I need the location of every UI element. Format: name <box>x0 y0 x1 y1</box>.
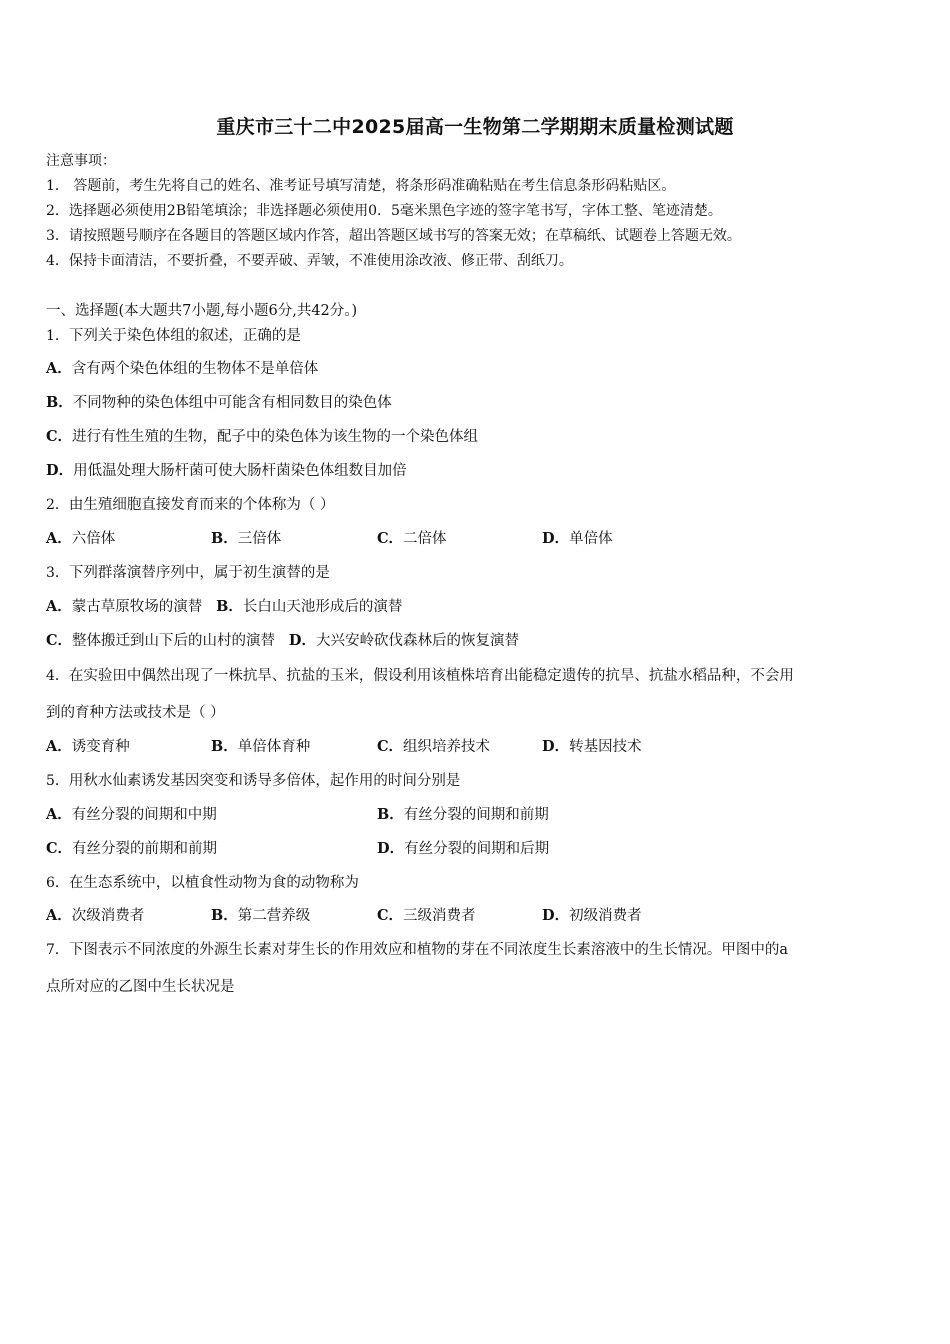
option-letter: B． <box>211 530 238 547</box>
option-text: 有丝分裂的间期和后期 <box>404 841 550 857</box>
option-text: 用低温处理大肠杆菌可使大肠杆菌染色体组数目加倍 <box>73 463 407 479</box>
question-stem <box>46 940 788 960</box>
option-letter: B． <box>216 598 243 615</box>
question-stem <box>46 563 330 583</box>
option-text: 转基因技术 <box>569 739 642 755</box>
option-text: 含有两个染色体组的生物体不是单倍体 <box>71 361 319 377</box>
option-letter: C． <box>377 738 404 755</box>
option-b <box>211 529 281 549</box>
option-letter: C． <box>46 428 73 445</box>
option-row <box>46 805 916 825</box>
option-c <box>377 737 490 757</box>
question-number: 6． <box>46 875 69 891</box>
question-text: 在生态系统中，以植食性动物为食的动物称为 <box>68 875 359 891</box>
option-letter: B． <box>211 738 238 755</box>
option-c <box>377 529 447 549</box>
option-c <box>46 839 217 859</box>
option-b <box>216 599 402 615</box>
question-text: 在实验田中偶然出现了一株抗旱、抗盐的玉米，假设利用该植株培育出能稳定遗传的抗旱、抗盐水稻品种，不会用 <box>68 668 794 684</box>
option-d <box>542 906 642 926</box>
option-letter: D． <box>542 738 570 755</box>
option-text: 进行有性生殖的生物，配子中的染色体为该生物的一个染色体组 <box>72 429 479 445</box>
option-text: 整体搬迁到山下后的山村的演替 <box>72 633 276 649</box>
section-heading: 一、选择题(本大题共7小题,每小题6分,共42分。) <box>46 303 358 319</box>
option-letter: D． <box>288 632 316 649</box>
option-text: 三倍体 <box>237 531 282 547</box>
option-text: 第二营养级 <box>237 908 311 924</box>
option-text: 长白山天池形成后的演替 <box>242 599 403 615</box>
option-text: 不同物种的染色体组中可能含有相同数目的染色体 <box>72 395 392 411</box>
option-row <box>46 737 916 757</box>
question-stem <box>46 666 794 686</box>
option-letter: D． <box>46 462 74 479</box>
option-letter: D． <box>542 530 570 547</box>
option-text: 初级消费者 <box>569 908 642 924</box>
option-c <box>46 633 275 649</box>
notice-item: 3．请按照题号顺序在各题目的答题区域内作答，超出答题区域书写的答案无效；在草稿纸、试题卷上答题无效。 <box>46 228 741 244</box>
question-number: 5． <box>46 773 69 789</box>
question-stem <box>46 771 460 791</box>
option-letter: C． <box>46 632 73 649</box>
notice-item: 1． 答题前，考生先将自己的姓名、准考证号填写清楚，将条形码准确粘贴在考生信息条形码粘贴区。 <box>46 178 676 194</box>
option-a <box>46 805 217 825</box>
option-text: 蒙古草原牧场的演替 <box>71 599 203 615</box>
option-d <box>46 461 407 481</box>
option-letter: A． <box>46 738 72 755</box>
notice-item: 2．选择题必须使用2B铅笔填涂；非选择题必须使用0．5毫米黑色字迹的签字笔书写，字体工整、笔迹清楚。 <box>46 203 722 219</box>
question-number: 2． <box>46 497 69 513</box>
option-text: 诱变育种 <box>71 739 130 755</box>
option-a <box>46 599 202 615</box>
question-text: 用秋水仙素诱发基因突变和诱导多倍体，起作用的时间分别是 <box>68 773 461 789</box>
option-letter: C． <box>377 530 404 547</box>
option-text: 次级消费者 <box>71 908 145 924</box>
option-letter: D． <box>377 840 405 857</box>
option-c <box>377 906 476 926</box>
question-text: 由生殖细胞直接发育而来的个体称为（ ） <box>68 497 335 513</box>
notice-item: 4．保持卡面清洁，不要折叠，不要弄破、弄皱，不准使用涂改液、修正带、刮纸刀。 <box>46 253 573 269</box>
option-b <box>211 737 310 757</box>
option-row <box>46 631 519 651</box>
option-letter: A． <box>46 530 72 547</box>
option-text: 有丝分裂的前期和前期 <box>72 841 218 857</box>
option-a <box>46 906 144 926</box>
option-d <box>289 633 519 649</box>
option-letter: C． <box>377 907 404 924</box>
option-a <box>46 359 318 379</box>
option-letter: B． <box>211 907 238 924</box>
option-text: 组织培养技术 <box>403 739 491 755</box>
option-text: 单倍体 <box>569 531 613 547</box>
option-a <box>46 529 115 549</box>
option-letter: A． <box>46 907 72 924</box>
option-b <box>377 805 549 825</box>
option-letter: C． <box>46 840 73 857</box>
option-row <box>46 529 916 549</box>
option-letter: B． <box>377 806 404 823</box>
question-number: 1． <box>46 328 69 344</box>
option-row <box>46 597 402 617</box>
option-d <box>542 529 613 549</box>
option-text: 大兴安岭砍伐森林后的恢复演替 <box>315 633 519 649</box>
option-text: 三级消费者 <box>403 908 476 924</box>
option-text: 有丝分裂的间期和中期 <box>71 807 217 823</box>
question-stem-continued: 点所对应的乙图中生长状况是 <box>46 979 235 995</box>
option-d <box>542 737 642 757</box>
option-text: 二倍体 <box>403 531 447 547</box>
option-d <box>377 839 549 859</box>
option-c <box>46 427 478 447</box>
page-title: 重庆市三十二中2025届高一生物第二学期期末质量检测试题 <box>216 116 734 138</box>
option-text: 有丝分裂的间期和前期 <box>403 807 549 823</box>
option-b <box>46 393 392 413</box>
option-letter: A． <box>46 360 72 377</box>
question-stem <box>46 326 301 346</box>
question-stem <box>46 495 335 515</box>
option-letter: A． <box>46 806 72 823</box>
question-number: 3． <box>46 565 69 581</box>
question-number: 4． <box>46 668 69 684</box>
question-stem-continued: 到的育种方法或技术是（ ） <box>46 705 225 721</box>
option-text: 单倍体育种 <box>237 739 311 755</box>
option-a <box>46 737 130 757</box>
option-text: 六倍体 <box>71 531 116 547</box>
option-letter: B． <box>46 394 73 411</box>
question-stem <box>46 873 359 893</box>
question-text: 下列关于染色体组的叙述，正确的是 <box>68 328 301 344</box>
option-row <box>46 839 916 859</box>
option-b <box>211 906 310 926</box>
question-text: 下列群落演替序列中，属于初生演替的是 <box>68 565 330 581</box>
notice-heading: 注意事项： <box>46 153 116 169</box>
question-text: 下图表示不同浓度的外源生长素对芽生长的作用效应和植物的芽在不同浓度生长素溶液中的生长情况。甲图中的a <box>68 942 789 958</box>
question-number: 7． <box>46 942 69 958</box>
option-letter: D． <box>542 907 570 924</box>
option-row <box>46 906 916 926</box>
option-letter: A． <box>46 598 72 615</box>
